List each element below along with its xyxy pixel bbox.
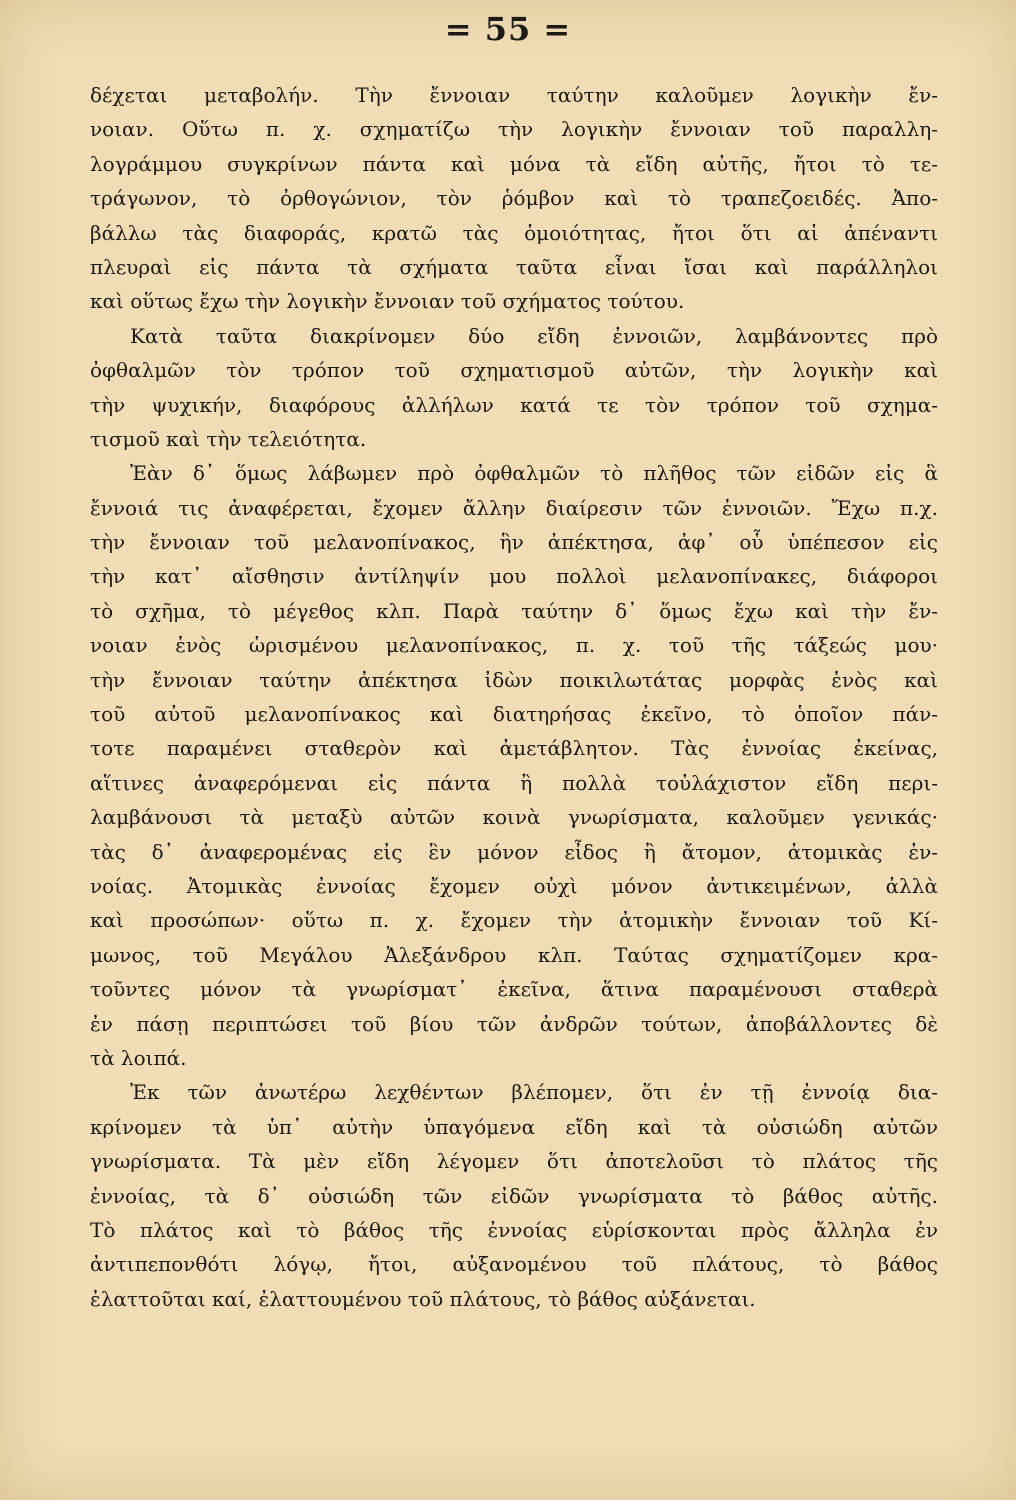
text-line: Ἐὰν δ᾽ ὅμως λάβωμεν πρὸ ὀφθαλμῶν τὸ πλῆθος τῶν εἰδῶν εἰς ἃ	[130, 461, 938, 486]
text-line: τοτε παραμένει σταθερὸν καὶ ἀμετάβλητον. Τὰς ἐννοίας ἐκείνας,	[90, 736, 938, 761]
text-line: νοίας. Ἀτομικὰς ἐννοίας ἔχομεν οὐχὶ μόνον ἀντικειμένων, ἀλλὰ	[90, 873, 938, 898]
text-line: ἐλαττοῦται καί, ἐλαττουμένου τοῦ πλάτους, τὸ βάθος αὐξάνεται.	[90, 1286, 756, 1311]
text-line: δέχεται μεταβολήν. Τὴν ἔννοιαν ταύτην καλοῦμεν λογικὴν ἔν-	[90, 83, 938, 107]
text-line: τράγωνον, τὸ ὀρθογώνιον, τὸν ῥόμβον καὶ τὸ τραπεζοειδές. Ἀπο-	[90, 186, 938, 211]
text-line: κρίνομεν τὰ ὑπ᾽ αὐτὴν ὑπαγόμενα εἴδη καὶ τὰ οὐσιώδη αὐτῶν	[90, 1114, 938, 1139]
text-line: Τὸ πλάτος καὶ τὸ βάθος τῆς ἐννοίας εὑρίσκονται πρὸς ἄλληλα ἐν	[90, 1217, 938, 1242]
text-line: καὶ προσώπων· οὕτω π. χ. ἔχομεν τὴν ἀτομικὴν ἔννοιαν τοῦ Κί-	[90, 908, 938, 933]
text-line: τὴν ψυχικήν, διαφόρους ἀλλήλων κατά τε τὸν τρόπον τοῦ σχημα-	[90, 392, 938, 417]
text-line: τὴν ἔννοιαν ταύτην ἀπέκτησα ἰδὼν ποικιλωτάτας μορφὰς ἑνὸς καὶ	[90, 667, 938, 692]
text-line: ἀντιπεπονθότι λόγῳ, ἤτοι, αὐξανομένου τοῦ πλάτους, τὸ βάθος	[90, 1252, 938, 1277]
text-line: γνωρίσματα. Τὰ μὲν εἴδη λέγομεν ὅτι ἀποτελοῦσι τὸ πλάτος τῆς	[90, 1149, 938, 1174]
text-line: μωνος, τοῦ Μεγάλου Ἀλεξάνδρου κλπ. Ταύτας σχηματίζομεν κρα-	[90, 942, 938, 967]
text-line: τὰ λοιπά.	[90, 1045, 187, 1070]
text-line: ἔννοιά τις ἀναφέρεται, ἔχομεν ἄλλην διαίρεσιν τῶν ἐννοιῶν. Ἔχω π.χ.	[90, 495, 938, 520]
text-line: νοιαν ἑνὸς ὡρισμένου μελανοπίνακος, π. χ. τοῦ τῆς τάξεώς μου·	[90, 633, 938, 658]
text-line: αἵτινες ἀναφερόμεναι εἰς πάντα ἢ πολλὰ τοὐλάχιστον εἴδη περι-	[90, 770, 938, 795]
text-line: τοῦ αὐτοῦ μελανοπίνακος καὶ διατηρήσας ἐκεῖνο, τὸ ὁποῖον πάν-	[90, 702, 938, 727]
text-line: βάλλω τὰς διαφοράς, κρατῶ τὰς ὁμοιότητας, ἤτοι ὅτι αἱ ἀπέναντι	[90, 220, 938, 245]
text-line: ἐν πάσῃ περιπτώσει τοῦ βίου τῶν ἀνδρῶν τούτων, ἀποβάλλοντες δὲ	[90, 1011, 938, 1036]
text-line: Κατὰ ταῦτα διακρίνομεν δύο εἴδη ἐννοιῶν, λαμβάνοντες πρὸ	[130, 323, 938, 348]
text-line: ἐννοίας, τὰ δ᾽ οὐσιώδη τῶν εἰδῶν γνωρίσματα τὸ βάθος αὐτῆς.	[90, 1183, 938, 1208]
text-line: Ἐκ τῶν ἀνωτέρω λεχθέντων βλέπομεν, ὅτι ἐν τῇ ἐννοίᾳ δια-	[130, 1080, 938, 1105]
text-line: νοιαν. Οὕτω π. χ. σχηματίζω τὴν λογικὴν ἔννοιαν τοῦ παραλλη-	[90, 117, 938, 142]
text-line: ὀφθαλμῶν τὸν τρόπον τοῦ σχηματισμοῦ αὐτῶν, τὴν λογικὴν καὶ	[90, 358, 938, 383]
text-line: λογράμμου συγκρίνων πάντα καὶ μόνα τὰ εἴδη αὐτῆς, ἤτοι τὸ τε-	[90, 151, 938, 176]
text-line: τοῦντες μόνον τὰ γνωρίσματ᾽ ἐκεῖνα, ἅτινα παραμένουσι σταθερὰ	[90, 977, 938, 1002]
text-line: τὴν ἔννοιαν τοῦ μελανοπίνακος, ἣν ἀπέκτησα, ἀφ᾽ οὗ ὑπέπεσον εἰς	[90, 530, 938, 555]
text-line: τὴν κατ᾽ αἴσθησιν ἀντίληψίν μου πολλοὶ μελανοπίνακες, διάφοροι	[90, 564, 938, 589]
page-number-header: = 55 =	[444, 10, 572, 48]
text-line: τὸ σχῆμα, τὸ μέγεθος κλπ. Παρὰ ταύτην δ᾽ ὅμως ἔχω καὶ τὴν ἔν-	[90, 598, 938, 623]
text-line: καὶ οὕτως ἔχω τὴν λογικὴν ἔννοιαν τοῦ σχήματος τούτου.	[90, 289, 685, 314]
text-line: λαμβάνουσι τὰ μεταξὺ αὐτῶν κοινὰ γνωρίσματα, καλοῦμεν γενικάς·	[90, 805, 938, 830]
text-line: τὰς δ᾽ ἀναφερομένας εἰς ἓν μόνον εἶδος ἢ ἄτομον, ἀτομικὰς ἐν-	[90, 839, 938, 864]
text-line: πλευραὶ εἰς πάντα τὰ σχήματα ταῦτα εἶναι ἴσαι καὶ παράλληλοι	[90, 254, 938, 279]
text-line: τισμοῦ καὶ τὴν τελειότητα.	[90, 426, 367, 451]
body-text	[90, 78, 938, 1316]
